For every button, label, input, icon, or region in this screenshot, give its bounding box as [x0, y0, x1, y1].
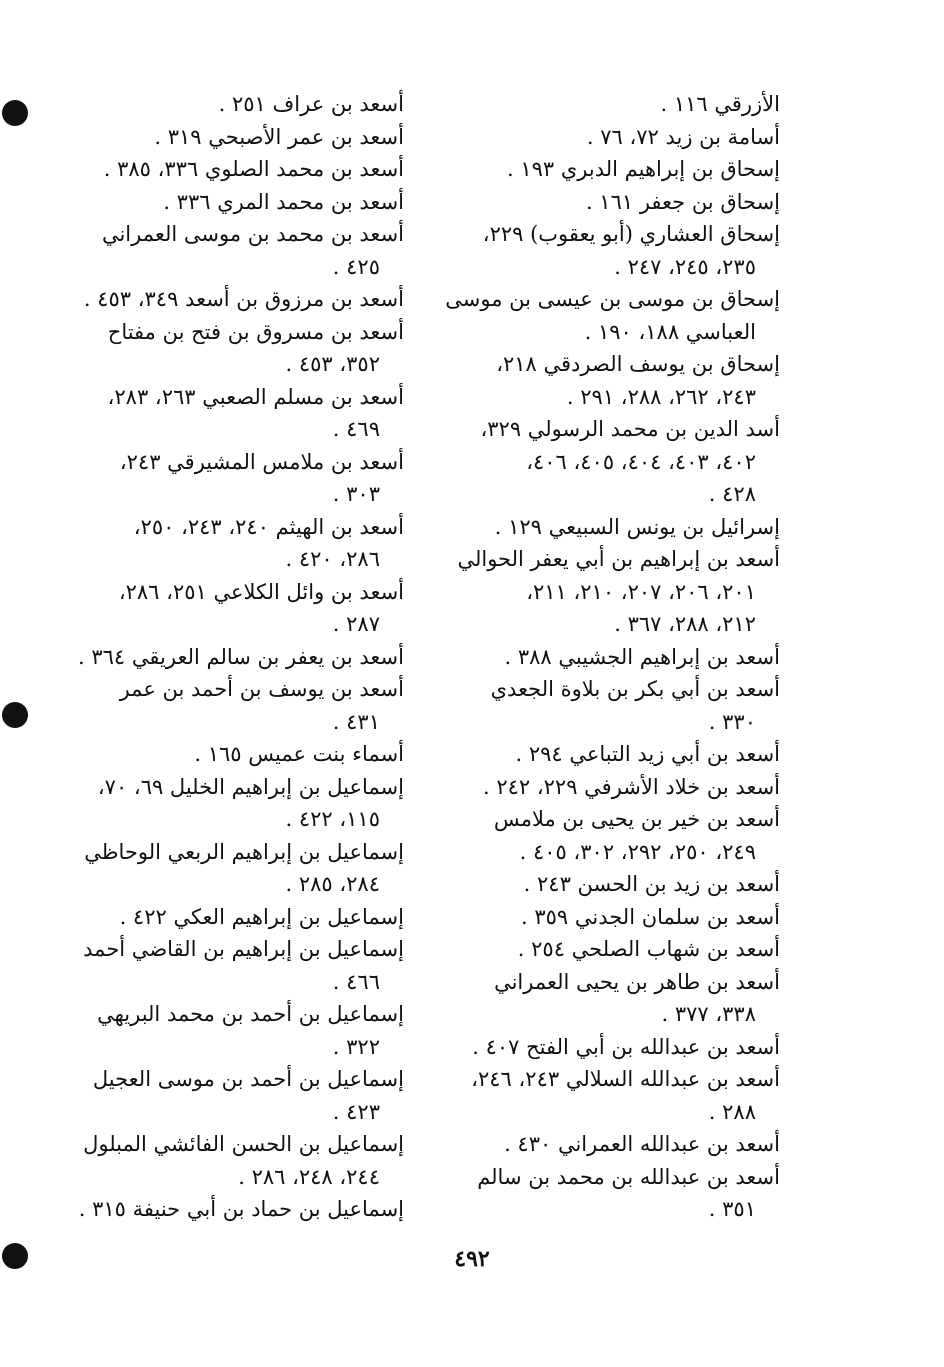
entry-name-line: إسماعيل بن الحسن الفائشي المبلول: [83, 1132, 404, 1156]
index-entry: [462, 803, 780, 868]
index-entry: [462, 1031, 780, 1064]
index-entry: [462, 218, 780, 283]
index-entry: [84, 673, 404, 738]
entry-continuation-line: ٢٤٣، ٢٦٢، ٢٨٨، ٢٩١ .: [566, 384, 756, 409]
entry-name-line: إسماعيل بن إبراهيم الخليل ٦٩، ٧٠،: [97, 774, 404, 799]
entry-name-line: إسحاق بن يوسف الصردقي ٢١٨،: [496, 352, 780, 376]
entry-continuation-line: ٣٣٠ .: [708, 709, 756, 734]
index-entry: [78, 1193, 404, 1226]
entry-name-line: أسعد بن طاهر بن يحيى العمراني: [494, 969, 780, 994]
entry-name-line: أسعد بن مسلم الصعبي ٢٦٣، ٢٨٣،: [107, 384, 404, 409]
entry-continuation-line: ٣٥٢، ٤٥٣ .: [285, 352, 380, 376]
entry-name-line: إسماعيل بن أحمد بن محمد البريهي: [97, 1002, 404, 1026]
index-entry: [84, 1128, 404, 1193]
index-entry: [84, 88, 404, 121]
index-entry: [462, 1128, 780, 1161]
index-entry: [462, 1161, 780, 1226]
index-column-left: [78, 88, 404, 1226]
entry-continuation-line: العباسي ١٨٨، ١٩٠ .: [584, 319, 756, 344]
punch-hole-middle: [2, 702, 28, 728]
entry-continuation-line: ٢٨٨ .: [708, 1099, 756, 1124]
entry-name-line: أسعد بن عمر الأصبحي ٣١٩ .: [154, 124, 404, 149]
entry-name-line: إسماعيل بن أحمد بن موسى العجيل: [92, 1067, 404, 1091]
index-entry: [84, 381, 404, 446]
entry-name-line: أسعد بن محمد بن موسى العمراني: [101, 222, 404, 246]
index-entry: [84, 738, 404, 771]
index-entry: [84, 933, 404, 998]
index-entry: [457, 543, 780, 641]
entry-name-line: أسعد بن زيد بن الحسن ٢٤٣ .: [523, 872, 780, 896]
entry-name-line: أسعد بن عبدالله بن أبي الفتح ٤٠٧ .: [472, 1034, 780, 1059]
entry-name-line: إسحاق بن جعفر ١٦١ .: [585, 189, 780, 214]
punch-hole-top: [2, 100, 28, 126]
entry-continuation-line: ١١٥، ٤٢٢ .: [285, 807, 380, 831]
entry-continuation-line: ٢٠١، ٢٠٦، ٢٠٧، ٢١٠، ٢١١،: [526, 579, 756, 604]
index-entry: [84, 121, 404, 154]
entry-name-line: أسعد بن إبراهيم الجشيبي ٣٨٨ .: [504, 644, 780, 669]
entry-continuation-line: ٢٨٦، ٤٢٠ .: [285, 547, 380, 571]
index-entry: [462, 1063, 780, 1128]
index-entry: [84, 901, 404, 934]
index-entry: [84, 186, 404, 219]
page-number: ٤٩٢: [454, 1246, 490, 1272]
index-entry: [84, 576, 404, 641]
index-entry: [78, 641, 404, 674]
index-entry: [84, 836, 404, 901]
entry-name-line: أسعد بن أبي زيد التباعي ٢٩٤ .: [515, 742, 780, 766]
index-entry: [462, 868, 780, 901]
entry-continuation-line: ٤٢٣ .: [332, 1099, 380, 1124]
entry-name-line: أسعد بن شهاب الصلحي ٢٥٤ .: [517, 937, 780, 961]
entry-continuation-line: ٤٦٩ .: [332, 417, 380, 441]
entry-name-line: أسعد بن خير بن يحيى بن ملامس: [493, 807, 780, 831]
entry-name-line: أسعد بن يوسف بن أحمد بن عمر: [119, 677, 404, 701]
index-entry: [84, 1063, 404, 1128]
entry-continuation-line: ٤٣١ .: [332, 709, 380, 734]
index-entry: [84, 283, 404, 316]
index-entry: [462, 511, 780, 544]
index-entry: [462, 121, 780, 154]
entry-continuation-line: ٣٥١ .: [708, 1197, 756, 1221]
index-entry: [84, 316, 404, 381]
entry-name-line: أسعد بن مرزوق بن أسعد ٣٤٩، ٤٥٣ .: [83, 287, 404, 311]
index-entry: [84, 218, 404, 283]
entry-name-line: إسحاق العشاري (أبو يعقوب) ٢٢٩،: [482, 222, 780, 246]
index-entry: [462, 348, 780, 413]
entry-continuation-line: ٢٨٤، ٢٨٥ .: [285, 872, 380, 896]
index-entry: [462, 771, 780, 804]
index-entry: [84, 511, 404, 576]
entry-name-line: أسعد بن عبدالله بن محمد بن سالم: [477, 1164, 780, 1189]
entry-name-line: أسعد بن إبراهيم بن أبي يعفر الحوالي: [457, 547, 780, 571]
entry-continuation-line: ٢٤٩، ٢٥٠، ٢٩٢، ٣٠٢، ٤٠٥ .: [519, 839, 756, 864]
index-entry: [462, 186, 780, 219]
entry-name-line: أسعد بن أبي بكر بن بلاوة الجعدي: [490, 677, 780, 701]
entry-continuation-line: ٢٤٤، ٢٤٨، ٢٨٦ .: [238, 1164, 380, 1189]
index-entry: [84, 446, 404, 511]
index-entry: [84, 771, 404, 836]
entry-continuation-line: ٤٦٦ .: [332, 969, 380, 994]
index-entry: [462, 966, 780, 1031]
index-entry: [84, 153, 404, 186]
entry-continuation-line: ٤٠٢، ٤٠٣، ٤٠٤، ٤٠٥، ٤٠٦،: [526, 449, 756, 474]
entry-name-line: أسعد بن عبدالله العمراني ٤٣٠ .: [504, 1132, 780, 1156]
index-entry: [462, 933, 780, 966]
entry-name-line: إسحاق بن موسى بن عيسى بن موسى: [445, 287, 780, 311]
entry-name-line: أسامة بن زيد ٧٢، ٧٦ .: [586, 124, 780, 149]
entry-name-line: أسعد بن يعفر بن سالم العريقي ٣٦٤ .: [78, 644, 404, 669]
entry-continuation-line: ٢١٢، ٢٨٨، ٣٦٧ .: [614, 612, 756, 636]
index-entry: [462, 738, 780, 771]
index-entry: [462, 673, 780, 738]
entry-name-line: إسرائيل بن يونس السبيعي ١٢٩ .: [494, 514, 780, 539]
index-entry: [462, 153, 780, 186]
entry-name-line: أسعد بن عبدالله السلالي ٢٤٣، ٢٤٦،: [471, 1067, 780, 1091]
index-entry: [84, 998, 404, 1063]
entry-name-line: إسماعيل بن إبراهيم العكي ٤٢٢ .: [119, 904, 404, 929]
entry-name-line: أسماء بنت عميس ١٦٥ .: [194, 742, 404, 766]
entry-name-line: أسد الدين بن محمد الرسولي ٣٢٩،: [480, 417, 780, 441]
index-entry: [462, 88, 780, 121]
entry-name-line: أسعد بن عراف ٢٥١ .: [218, 92, 404, 116]
entry-name-line: أسعد بن مسروق بن فتح بن مفتاح: [107, 319, 404, 344]
entry-name-line: أسعد بن وائل الكلاعي ٢٥١، ٢٨٦،: [118, 579, 404, 604]
index-column-right: [445, 88, 780, 1226]
index-entry: [462, 901, 780, 934]
entry-name-line: إسماعيل بن إبراهيم الربعي الوحاظي: [84, 839, 404, 864]
entry-continuation-line: ٤٢٨ .: [708, 482, 756, 506]
entry-continuation-line: ٤٢٥ .: [332, 254, 380, 279]
entry-continuation-line: ٣٣٨، ٣٧٧ .: [661, 1002, 756, 1026]
index-entry: [462, 641, 780, 674]
entry-continuation-line: ٢٨٧ .: [332, 612, 380, 636]
entry-name-line: أسعد بن ملامس المشيرقي ٢٤٣،: [119, 449, 404, 474]
entry-continuation-line: ٣٠٣ .: [332, 482, 380, 506]
index-entry: [462, 413, 780, 511]
index-entry: [445, 283, 780, 348]
entry-name-line: أسعد بن محمد المري ٣٣٦ .: [163, 189, 404, 214]
entry-name-line: أسعد بن الهيثم ٢٤٠، ٢٤٣، ٢٥٠،: [133, 514, 404, 539]
entry-continuation-line: ٢٣٥، ٢٤٥، ٢٤٧ .: [614, 254, 756, 279]
entry-name-line: أسعد بن خلاد الأشرفي ٢٢٩، ٢٤٢ .: [482, 774, 780, 799]
entry-name-line: أسعد بن سلمان الجدني ٣٥٩ .: [521, 904, 780, 929]
entry-name-line: إسحاق بن إبراهيم الدبري ١٩٣ .: [506, 157, 780, 181]
entry-name-line: أسعد بن محمد الصلوي ٣٣٦، ٣٨٥ .: [103, 157, 404, 181]
entry-continuation-line: ٣٢٢ .: [332, 1034, 380, 1059]
entry-name-line: إسماعيل بن حماد بن أبي حنيفة ٣١٥ .: [78, 1197, 404, 1221]
entry-name-line: إسماعيل بن إبراهيم بن القاضي أحمد: [83, 937, 404, 961]
entry-name-line: الأزرقي ١١٦ .: [660, 92, 780, 116]
